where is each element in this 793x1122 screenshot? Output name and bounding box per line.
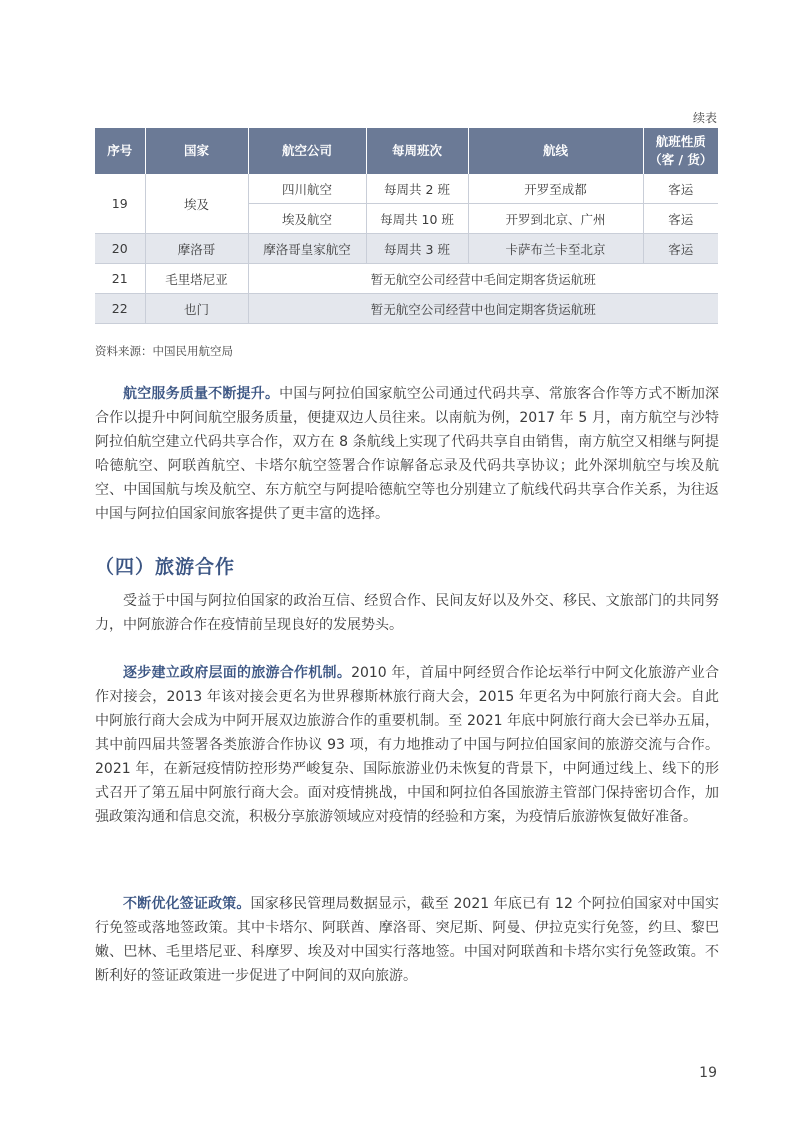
row-no: 20	[95, 234, 145, 264]
row-route: 卡萨布兰卡至北京	[468, 234, 643, 264]
table-row	[95, 234, 718, 264]
flights-table	[95, 128, 718, 324]
header-type: 航班性质 （客 / 货）	[643, 128, 718, 174]
header-airline: 航空公司	[248, 128, 366, 174]
row-type: 客运	[643, 204, 718, 234]
section-title: （四）旅游合作	[95, 556, 236, 578]
header-country: 国家	[145, 128, 248, 174]
row-note: 暂无航空公司经营中也间定期客货运航班	[248, 294, 718, 324]
row-airline: 摩洛哥皇家航空	[248, 234, 366, 264]
paragraph-body: 受益于中国与阿拉伯国家的政治互信、经贸合作、民间友好以及外交、移民、文旅部门的共同努力，中阿旅游合作在疫情前呈现良好的发展势头。	[95, 593, 719, 633]
row-country: 埃及	[145, 174, 248, 234]
row-weekly: 每周共 2 班	[366, 174, 468, 204]
row-airline: 四川航空	[248, 174, 366, 204]
row-route: 开罗至成都	[468, 174, 643, 204]
row-weekly: 每周共 3 班	[366, 234, 468, 264]
paragraph-tourism-intro	[95, 589, 719, 637]
row-country: 也门	[145, 294, 248, 324]
paragraph-body: 2010 年，首届中阿经贸合作论坛举行中阿文化旅游产业合作对接会，2013 年该对接会更名为世界穆斯林旅行商大会，2015 年更名为中阿旅行商大会。自此中阿旅行商大会成为中阿开展双边旅游合作的重要机制。至 2021 年底中阿旅行商大会已举办五届，其中前四届共签署各类旅游合作协议 93 项，有力地推动了中国与阿拉伯国家间的旅游交流与合作。2021 年，在新冠疫情防控形势严峻复杂、国际旅游业仍未恢复的背景下，中阿通过线上、线下的形式召开了第五届中阿旅行商大会。面对疫情挑战，中国和阿拉伯各国旅游主管部门保持密切合作，加强政策沟通和信息交流，积极分享旅游领域应对疫情的经验和方案，为疫情后旅游恢复做好准备。	[95, 665, 720, 825]
header-route: 航线	[468, 128, 643, 174]
page-number: 19	[699, 1065, 717, 1081]
row-route: 开罗到北京、广州	[468, 204, 643, 234]
paragraph-tourism-mechanism	[95, 661, 719, 829]
header-weekly: 每周班次	[366, 128, 468, 174]
row-note: 暂无航空公司经营中毛间定期客货运航班	[248, 264, 718, 294]
row-weekly: 每周共 10 班	[366, 204, 468, 234]
paragraph-lead: 逐步建立政府层面的旅游合作机制。	[123, 665, 352, 681]
row-country: 摩洛哥	[145, 234, 248, 264]
row-airline: 埃及航空	[248, 204, 366, 234]
table-header-row	[95, 128, 718, 174]
paragraph-lead: 航空服务质量不断提升。	[123, 386, 280, 402]
paragraph-lead: 不断优化签证政策。	[123, 896, 251, 912]
table-row	[95, 294, 718, 324]
paragraph-visa-policy	[95, 892, 719, 988]
row-type: 客运	[643, 174, 718, 204]
row-country: 毛里塔尼亚	[145, 264, 248, 294]
paragraph-aviation-quality	[95, 382, 719, 526]
row-no: 19	[95, 174, 145, 234]
row-no: 21	[95, 264, 145, 294]
paragraph-body: 国家移民管理局数据显示，截至 2021 年底已有 12 个阿拉伯国家对中国实行免签或落地签政策。其中卡塔尔、阿联酋、摩洛哥、突尼斯、阿曼、伊拉克实行免签，约旦、黎巴嫩、巴林、毛里塔尼亚、科摩罗、埃及对中国实行落地签。中国对阿联酋和卡塔尔实行免签政策。不断利好的签证政策进一步促进了中阿间的双向旅游。	[95, 896, 720, 984]
row-type: 客运	[643, 234, 718, 264]
header-no: 序号	[95, 128, 145, 174]
source-note: 资料来源：中国民用航空局	[95, 344, 233, 358]
table-row	[95, 264, 718, 294]
table-row	[95, 174, 718, 204]
row-no: 22	[95, 294, 145, 324]
continued-label: 续表	[692, 111, 717, 125]
paragraph-body: 中国与阿拉伯国家航空公司通过代码共享、常旅客合作等方式不断加深合作以提升中阿间航空服务质量，便捷双边人员往来。以南航为例，2017 年 5 月，南方航空与沙特阿拉伯航空建立代码共享合作，双方在 8 条航线上实现了代码共享自由销售，南方航空又相继与阿提哈德航空、阿联酋航空、卡塔尔航空签署合作谅解备忘录及代码共享协议；此外深圳航空与埃及航空、中国国航与埃及航空、东方航空与阿提哈德航空等也分别建立了航线代码共享合作关系，为往返中国与阿拉伯国家间旅客提供了更丰富的选择。	[95, 386, 720, 522]
